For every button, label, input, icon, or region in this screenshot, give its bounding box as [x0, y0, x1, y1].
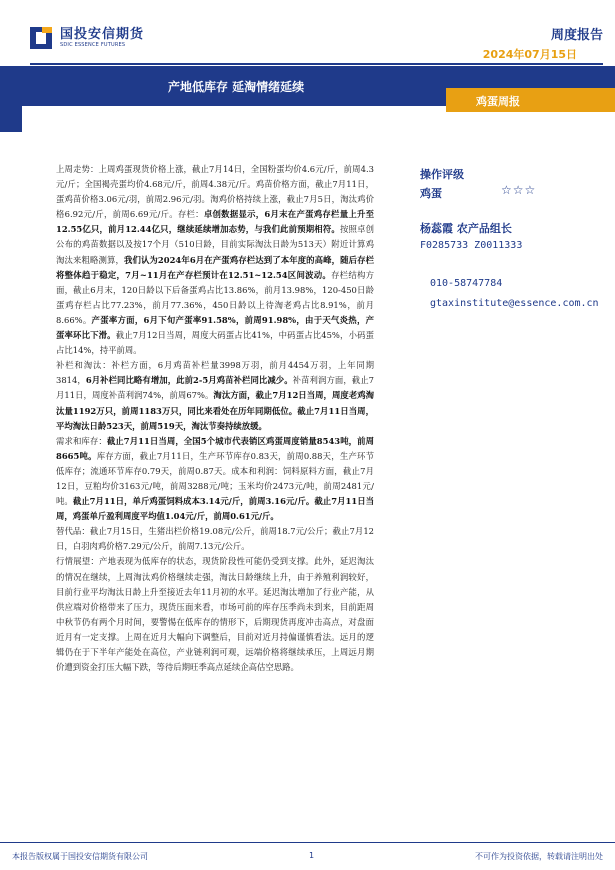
logo-text	[60, 28, 144, 49]
logo-english-name: SDIC ESSENCE FUTURES	[60, 41, 126, 48]
report-date: 2024年07月15日	[482, 48, 577, 61]
paragraph-outlook: 行情展望：产地表现为低库存的状态，现货阶段性可能仍受到支撑。此外，延迟淘汰的情况在继续，上周淘汰鸡价格继续走强，淘汰日龄继续上升，由于养殖利润较好，目前行业平均淘汰日龄上升至接近去年11月初的水平。延迟淘汰增加了行业产能，从供应端对价格带来了压力，现货压面来看，市场可前的库存压季尚未到来，目前距周中秋节仍有两个月时间，要警惕在低库存的情形下，后期现货再度冲击高点，对盘面近月有一定支撑。上周在近月大幅向下调整后，目前对近月持偏谨慎看法。远月的逻辑仍在于下半年产能处在高位，产业链利润可观，远端价格将继续承压，上周远月期价遭到资金打压大幅下跌，等待后期旺季高点延续企高估空思路。	[56, 556, 374, 673]
report-body	[56, 162, 374, 675]
paragraph-substitutes: 替代品：截止7月15日，生猪出栏价格19.08元/公斤，前周18.7元/公斤；截止7月12日，白羽肉鸡价格7.29元/公斤，前周7.13元/公斤。	[56, 526, 374, 552]
paragraph-restock-culling: 补栏和淘汰：补栏方面，6月鸡苗补栏量3998万羽，前月4454万羽，上年同期3814，6月补栏同比略有增加，此前2-5月鸡苗补栏同比减少。补苗利润方面，截止7月11日，周度补苗利润74%，前周67%。淘汰方面，截止7月12日当周，周度老鸡淘汰量1192万只，前周1183万只，同比来看处在历年同期低位。截止7月11日当周，平均淘汰日龄523天，前周519天，淘汰节奏持续放缓。	[56, 360, 375, 431]
footer-disclaimer: 不可作为投资依据，转载请注明出处	[475, 852, 603, 861]
paragraph-demand-inventory: 需求和库存：截止7月11日当周，全国5个城市代表销区鸡蛋周度销量8543吨，前周8665吨。库存方面，截止7月11日，生产环节库存0.83天，前周0.88天，生产环节低库存；流通环节库存0.79天，前周0.87天。成本和利润：饲料原料方面，截止7月12日，豆粕均价3163元/吨，前周3288元/吨；玉米均价2473元/吨，前周2481元/吨。截止7月11日，单斤鸡蛋饲料成本3.14元/斤，前周3.16元/斤。截止7月11日当周，鸡蛋单斤盈利周度平均值1.04元/斤，前周0.61元/斤。	[56, 435, 375, 522]
logo-icon	[30, 27, 52, 49]
footer-divider	[0, 842, 615, 843]
rating-item: 鸡蛋	[420, 187, 442, 200]
header-divider	[30, 63, 603, 65]
rating-title: 操作评级	[420, 168, 464, 181]
analyst-phone: 010-58747784	[430, 278, 503, 289]
company-logo	[30, 26, 144, 50]
page-title: 产地低库存 延淘情绪延续	[168, 80, 305, 94]
analyst-certificate: F0285733 Z0011333	[420, 240, 523, 251]
footer-copyright: 本报告版权属于国投安信期货有限公司	[12, 852, 148, 861]
category-label: 鸡蛋周报	[476, 95, 520, 108]
rating-stars-icon: ☆☆☆	[501, 183, 537, 197]
report-type-label: 周度报告	[550, 28, 603, 43]
analyst-email[interactable]: gtaxinstitute@essence.com.cn	[430, 298, 599, 309]
sidebar-stripe	[0, 66, 22, 132]
logo-chinese-name: 国投安信期货	[60, 26, 145, 42]
paragraph-weekly-trend: 上周走势：上周鸡蛋现货价格上涨，截止7月14日，全国粉蛋均价4.6元/斤，前周4.3元/斤；全国褐壳蛋均价4.68元/斤，前周4.38元/斤。鸡苗价格方面，截止7月11日，蛋鸡苗价格3.06元/羽，前周2.96元/羽。淘鸡价格持续上涨，截止7月5日，淘汰鸡价格6.92元/斤，前周6.69元/斤。存栏：卓创数据显示，6月末在产蛋鸡存栏量上升至12.55亿只，前月12.44亿只，继续延续增加态势，与我们此前预期相符。按照卓创公布的鸡苗数据以及按17个月（510日龄，目前实际淘汰日龄为513天）附近计算鸡淘汰来粗略测算，我们认为2024年6月在产蛋鸡存栏达到了本年度的高峰，随后存栏将整体趋于稳定，7月~11月在产存栏预计在12.51~12.54区间波动。存栏结构方面，截止6月末，120日龄以下后备蛋鸡占比13.86%，前月13.98%，120-450日龄蛋鸡存栏占比77.23%，前月77.36%，450日龄以上待淘老鸡占比8.91%，前月8.66%。产蛋率方面，6月下旬产蛋率91.58%，前周91.98%，由于天气炎热，产蛋率环比下滑。截止7月12日当周，周度大码蛋占比41%，中码蛋占比45%，小码蛋占比14%，持平前周。	[56, 164, 375, 356]
page-number: 1	[309, 851, 315, 860]
analyst-name: 杨蕊霞 农产品组长	[420, 222, 512, 235]
category-tab	[446, 88, 615, 112]
